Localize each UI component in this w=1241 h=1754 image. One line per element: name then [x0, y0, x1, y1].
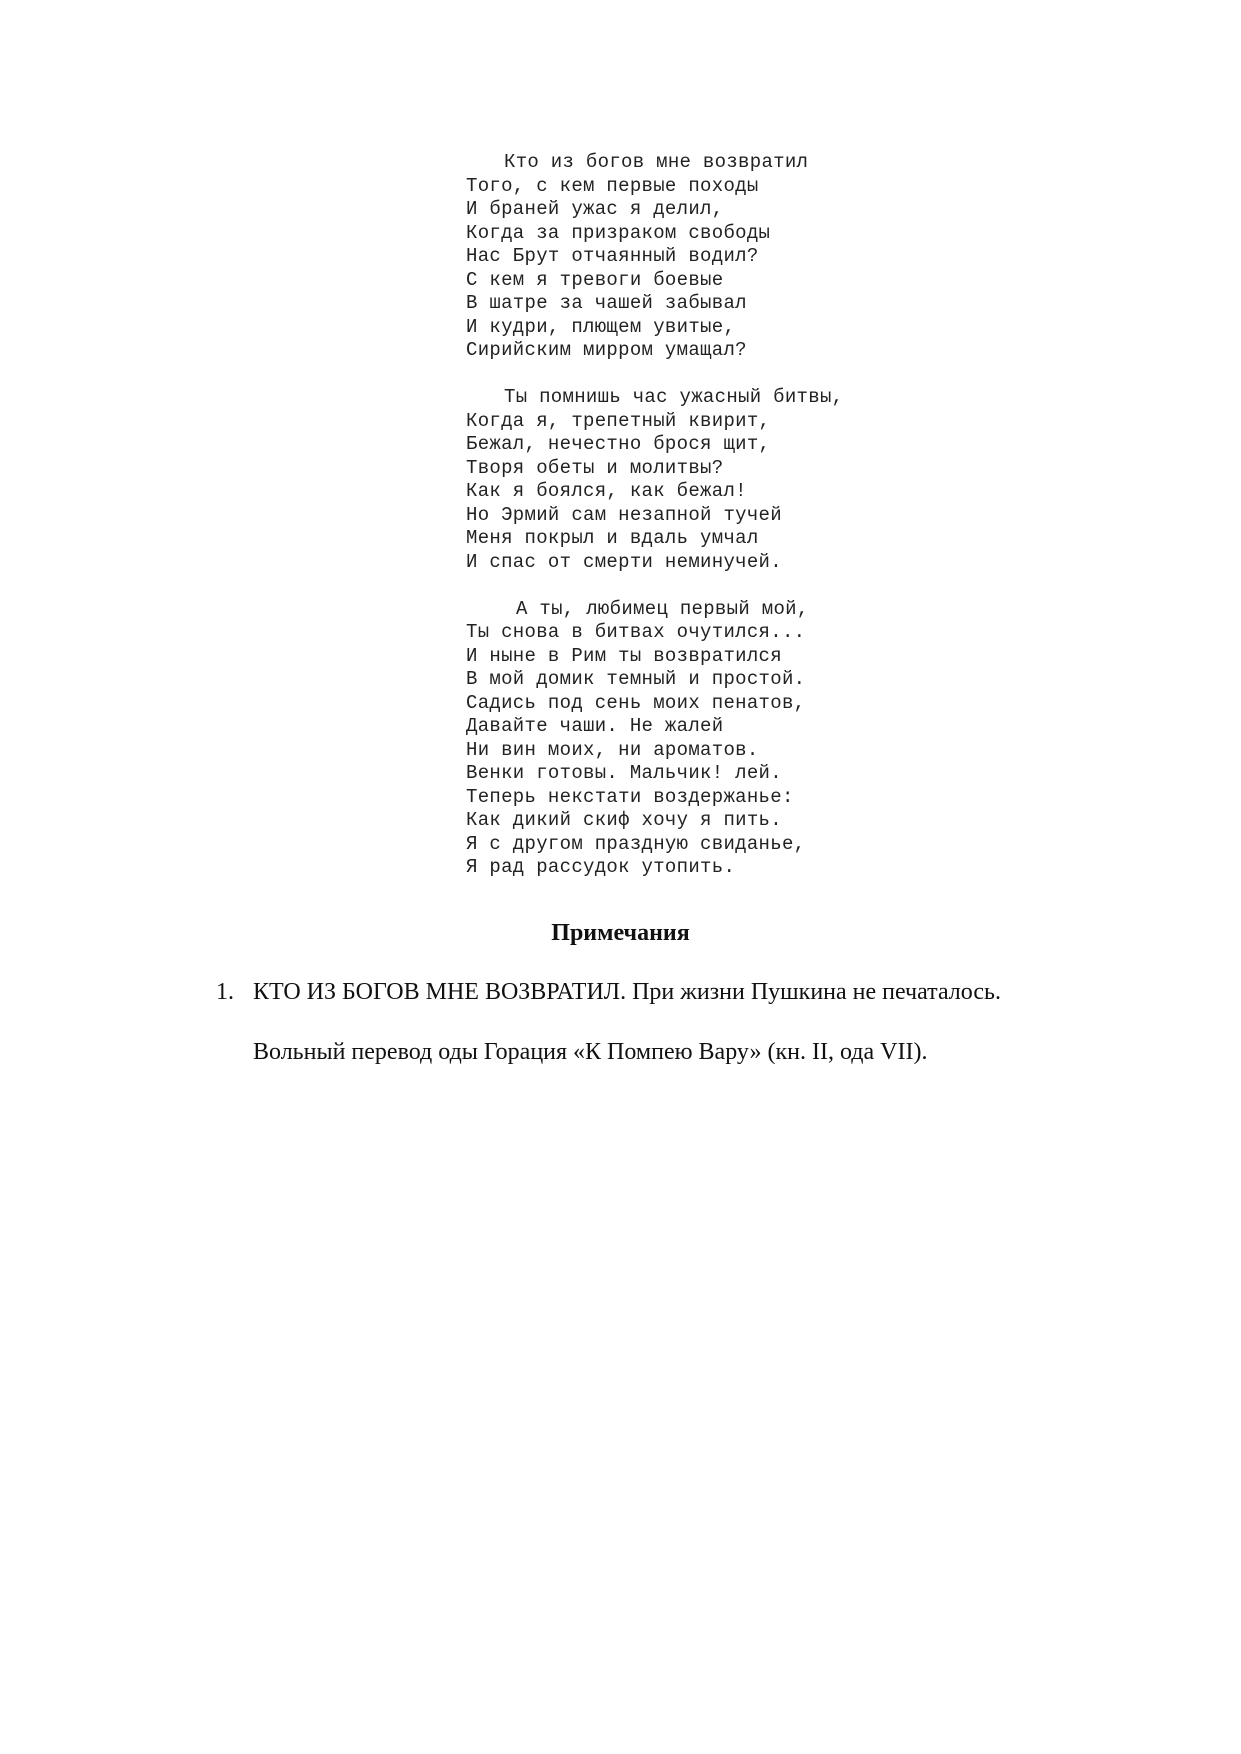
poem-line: А ты, любимец первый мой,	[516, 597, 809, 620]
poem-line: Ты снова в битвах очутился...	[466, 621, 806, 643]
poem-line: Венки готовы. Мальчик! лей.	[466, 762, 782, 784]
poem-line: В мой домик темный и простой.	[466, 668, 806, 690]
poem-line: Когда я, трепетный квирит,	[466, 409, 771, 432]
poem-line: Как я боялся, как бежал!	[466, 480, 747, 502]
poem-line: Сирийским мирром умащал?	[466, 339, 747, 361]
poem-line: Творя обеты и молитвы?	[466, 456, 724, 479]
poem-stanza-2	[466, 386, 1026, 574]
poem-line: И браней ужас я делил,	[466, 198, 724, 220]
poem-line: Давайте чаши. Не жалей	[466, 715, 724, 737]
poem-line: Но Эрмий сам незапной тучей	[466, 503, 782, 526]
poem-line: Нас Брут отчаянный водил?	[466, 245, 759, 267]
poem-line: Как дикий скиф хочу я пить.	[466, 809, 782, 831]
note-number: 1.	[216, 979, 234, 1005]
poem-stanza-3	[466, 598, 1026, 880]
poem-line: С кем я тревоги боевые	[466, 268, 724, 291]
note-text: КТО ИЗ БОГОВ МНЕ ВОЗВРАТИЛ. При жизни Пушкина не печаталось.	[253, 979, 1001, 1005]
poem-line: И ныне в Рим ты возвратился	[466, 644, 782, 667]
poem	[466, 151, 1026, 903]
poem-line: Я рад рассудок утопить.	[466, 856, 736, 878]
poem-line: Я с другом праздную свиданье,	[466, 832, 806, 855]
poem-line: Бежал, нечестно брося щит,	[466, 433, 771, 455]
poem-stanza-1	[466, 151, 1026, 363]
notes-heading: Примечания	[551, 920, 690, 946]
poem-line: Ты помнишь час ужасный битвы,	[504, 386, 844, 408]
poem-line: Кто из богов мне возвратил	[504, 151, 809, 173]
poem-line: Когда за призраком свободы	[466, 221, 771, 244]
poem-line: И спас от смерти неминучей.	[466, 550, 782, 573]
note-extra-text: Вольный перевод оды Горация «К Помпею Вару» (кн. II, ода VII).	[253, 1039, 928, 1065]
poem-line: И кудри, плющем увитые,	[466, 315, 736, 338]
poem-line: В шатре за чашей забывал	[466, 292, 747, 314]
poem-line: Теперь некстати воздержанье:	[466, 785, 794, 808]
poem-line: Ни вин моих, ни ароматов.	[466, 738, 759, 761]
poem-line: Меня покрыл и вдаль умчал	[466, 527, 759, 549]
poem-line: Садись под сень моих пенатов,	[466, 691, 806, 714]
poem-line: Того, с кем первые походы	[466, 174, 759, 197]
